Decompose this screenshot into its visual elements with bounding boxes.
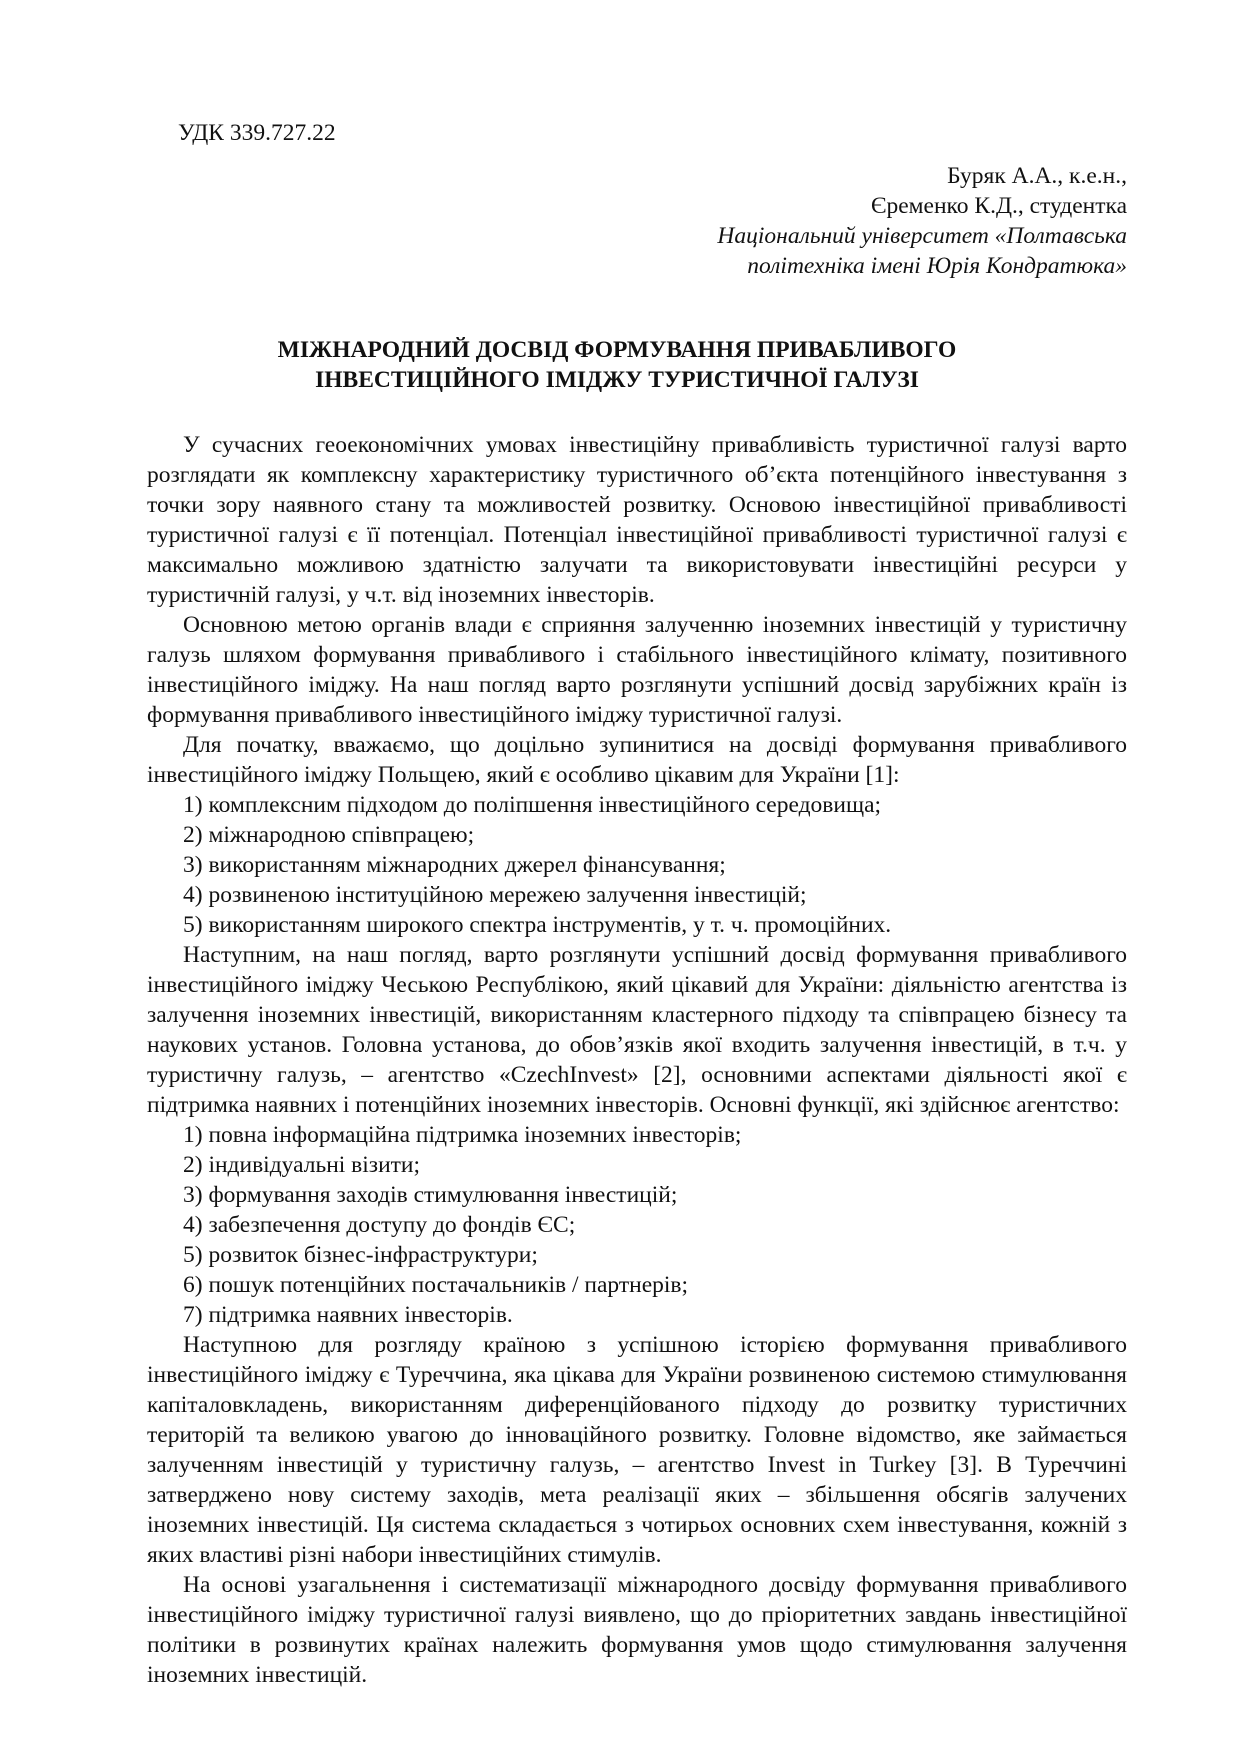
list-item: 3) формування заходів стимулювання інвестицій;	[183, 1182, 678, 1208]
list-item: 4) забезпечення доступу до фондів ЄС;	[183, 1212, 576, 1238]
list-czech	[147, 1120, 1127, 1330]
list-item: 5) використанням широкого спектра інструментів, у т. ч. промоційних.	[183, 912, 892, 938]
list-item: 7) підтримка наявних інвесторів.	[183, 1302, 513, 1328]
list-item: 2) індивідуальні візити;	[183, 1152, 421, 1178]
udk-code: УДК 339.727.22	[178, 120, 336, 146]
author-2: Єременко К.Д., студентка	[870, 193, 1127, 219]
paragraph: Наступним, на наш погляд, варто розглянути успішний досвід формування привабливого інвестиційного іміджу Чеською Республікою, який цікавий для України: діяльністю агентства із залучення іноземних інвестицій, використанням кластерного підходу та співпрацею бізнесу та наукових установ. Головна установа, до обов’язків якої входить залучення інвестицій, в т.ч. у туристичну галузь, – агентство «CzechInvest» [2], основними аспектами діяльності якої є підтримка наявних і потенційних іноземних інвесторів. Основні функції, які здійснює агентство:	[147, 942, 1127, 1118]
paragraph: Основною метою органів влади є сприяння залученню іноземних інвестицій у туристичну галузь шляхом формування привабливого і стабільного інвестиційного клімату, позитивного інвестиційного іміджу. На наш погляд варто розглянути успішний досвід зарубіжних країн із формування привабливого інвестиційного іміджу туристичної галузі.	[147, 612, 1127, 728]
author-1: Буряк А.А., к.е.н.,	[947, 163, 1127, 189]
list-item: 5) розвиток бізнес-інфраструктури;	[183, 1242, 538, 1268]
title-line-2: ІНВЕСТИЦІЙНОГО ІМІДЖУ ТУРИСТИЧНОЇ ГАЛУЗІ	[315, 367, 919, 393]
list-item: 4) розвиненою інституційною мережею залучення інвестицій;	[183, 882, 807, 908]
affiliation-line-2: політехніка імені Юрія Кондратюка»	[747, 253, 1127, 279]
list-item: 6) пошук потенційних постачальників / партнерів;	[183, 1272, 689, 1298]
author-block	[147, 161, 1127, 281]
paper-body	[147, 430, 1127, 1690]
paper-title	[147, 335, 1127, 395]
paragraph: Наступною для розгляду країною з успішною історією формування привабливого інвестиційного іміджу є Туреччина, яка цікава для України розвиненою системою стимулювання капіталовкладень, використанням диференційованого підходу до розвитку туристичних територій та великою увагою до інноваційного розвитку. Головне відомство, яке займається залученням інвестицій у туристичну галузь, – агентство Invest in Turkey [3]. В Туреччині затверджено нову систему заходів, мета реалізації яких – збільшення обсягів залучених іноземних інвестицій. Ця система складається з чотирьох основних схем інвестування, кожній з яких властиві різні набори інвестиційних стимулів.	[147, 1332, 1127, 1568]
list-item: 1) комплексним підходом до поліпшення інвестиційного середовища;	[183, 792, 882, 818]
list-item: 1) повна інформаційна підтримка іноземних інвесторів;	[183, 1122, 742, 1148]
paragraph: На основі узагальнення і систематизації міжнародного досвіду формування привабливого інвестиційного іміджу туристичної галузі виявлено, що до пріоритетних завдань інвестиційної політики в розвинутих країнах належить формування умов щодо стимулювання залучення іноземних інвестицій.	[147, 1572, 1127, 1688]
affiliation-line-1: Національний університет «Полтавська	[717, 223, 1127, 249]
paragraph: Для початку, вважаємо, що доцільно зупинитися на досвіді формування привабливого інвестиційного іміджу Польщею, який є особливо цікавим для України [1]:	[147, 732, 1127, 788]
paragraph: У сучасних геоекономічних умовах інвестиційну привабливість туристичної галузі варто розглядати як комплексну характеристику туристичного об’єкта потенційного інвестування з точки зору наявного стану та можливостей розвитку. Основою інвестиційної привабливості туристичної галузі є її потенціал. Потенціал інвестиційної привабливості туристичної галузі є максимально можливою здатністю залучати та використовувати інвестиційні ресурси у туристичній галузі, у ч.т. від іноземних інвесторів.	[147, 432, 1127, 608]
list-item: 3) використанням міжнародних джерел фінансування;	[183, 852, 726, 878]
list-item: 2) міжнародною співпрацею;	[183, 822, 475, 848]
title-line-1: МІЖНАРОДНИЙ ДОСВІД ФОРМУВАННЯ ПРИВАБЛИВОГО	[277, 337, 957, 363]
list-poland	[147, 790, 1127, 940]
